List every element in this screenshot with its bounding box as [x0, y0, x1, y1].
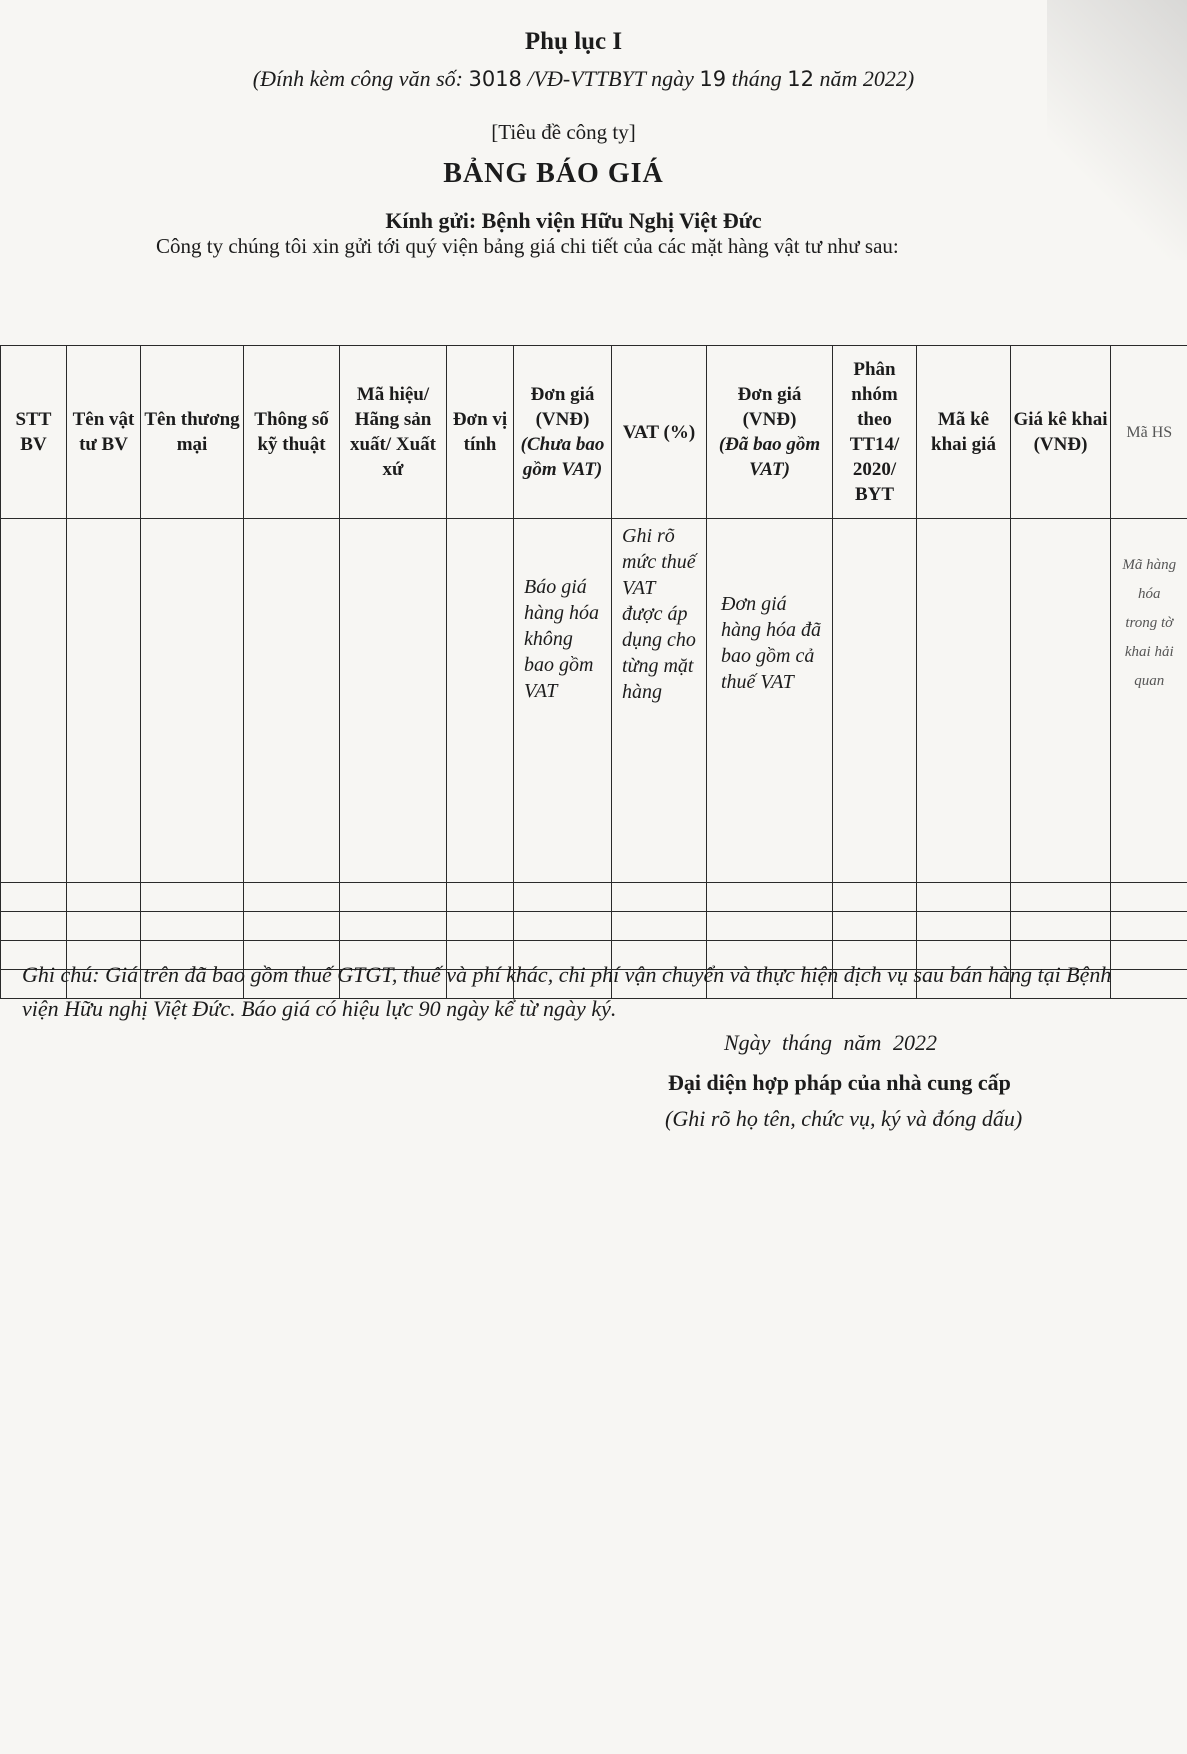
col-item-name: Tên vật tư BV — [67, 346, 141, 519]
table-row — [1, 912, 1187, 941]
table-cell — [141, 519, 244, 883]
representative-title: Đại diện hợp pháp của nhà cung cấp — [668, 1070, 1011, 1095]
desc-vat: Ghi rõ mức thuế VAT được áp dụng cho từng mặt hàng — [612, 519, 707, 883]
company-placeholder: [Tiêu đề công ty] — [491, 120, 636, 144]
doc-number: 3018 — [468, 67, 522, 91]
table-cell — [917, 519, 1011, 883]
col-price-incl-vat — [707, 346, 833, 519]
col-price-incl-italic: (Đã bao gồm VAT) — [718, 434, 821, 480]
col-unit: Đơn vị tính — [447, 346, 514, 519]
month-label: tháng — [731, 66, 782, 91]
table-cell — [340, 519, 447, 883]
table-cell — [244, 519, 340, 883]
price-table — [0, 345, 1187, 999]
desc-price-excl-vat: Báo giá hàng hóa không bao gồm VAT — [514, 519, 612, 883]
col-price-incl-prefix: Đơn giá (VNĐ) — [737, 384, 802, 430]
col-price-excl-prefix: Đơn giá (VNĐ) — [530, 384, 595, 430]
table-header-row — [1, 346, 1187, 519]
table-cell — [447, 519, 514, 883]
col-hs-code: Mã HS — [1111, 346, 1187, 519]
footnote: Ghi chú: Giá trên đã bao gồm thuế GTGT, thuế và phí khác, chi phí vận chuyển và thực hiện dịch vụ sau bán hàng tại Bệnh viện Hữu nghị Việt Đức. Báo giá có hiệu lực 90 ngày kể từ ngày ký. — [22, 962, 1112, 1021]
intro-text: Công ty chúng tôi xin gửi tới quý viện bảng giá chi tiết của các mặt hàng vật tư như sau: — [156, 234, 899, 258]
table-cell — [67, 519, 141, 883]
attach-suffix: năm 2022) — [819, 66, 915, 91]
table-row — [1, 883, 1187, 912]
col-price-excl-vat — [514, 346, 612, 519]
doc-month: 12 — [787, 67, 814, 91]
attachment-reference — [0, 66, 1177, 92]
col-trade-name: Tên thương mại — [141, 346, 244, 519]
table-description-row — [1, 519, 1187, 883]
attach-prefix: (Đính kèm công văn số: — [252, 66, 463, 91]
col-price-excl-italic: (Chưa bao gồm VAT) — [520, 434, 605, 480]
quote-title: BẢNG BÁO GIÁ — [443, 158, 664, 189]
table-cell — [833, 519, 917, 883]
col-declared-price: Giá kê khai (VNĐ) — [1011, 346, 1111, 519]
signing-date: Ngày tháng năm 2022 — [724, 1030, 937, 1055]
desc-hs-code: Mã hàng hóa trong tờ khai hải quan — [1111, 519, 1187, 883]
col-declared-code: Mã kê khai giá — [917, 346, 1011, 519]
signature-instructions: (Ghi rõ họ tên, chức vụ, ký và đóng dấu) — [665, 1106, 1023, 1131]
col-group: Phân nhóm theo TT14/ 2020/ BYT — [833, 346, 917, 519]
col-stt: STT BV — [1, 346, 67, 519]
table-cell — [1, 519, 67, 883]
greeting: Kính gửi: Bệnh viện Hữu Nghị Việt Đức — [385, 208, 762, 233]
col-specs: Thông số kỹ thuật — [244, 346, 340, 519]
col-code-maker-origin: Mã hiệu/ Hãng sản xuất/ Xuất xứ — [340, 346, 447, 519]
appendix-title: Phụ lục I — [524, 28, 623, 55]
doc-day: 19 — [699, 67, 727, 91]
desc-price-incl-vat: Đơn giá hàng hóa đã bao gồm cả thuế VAT — [707, 519, 833, 883]
col-vat: VAT (%) — [612, 346, 707, 519]
table-cell — [1011, 519, 1111, 883]
attach-mid: /VĐ-VTTBYT ngày — [527, 66, 694, 91]
